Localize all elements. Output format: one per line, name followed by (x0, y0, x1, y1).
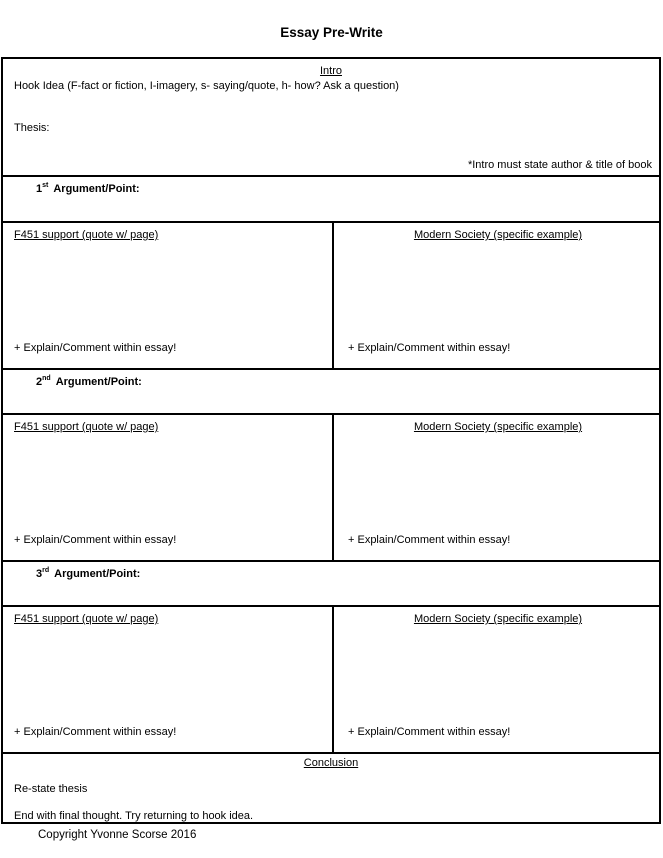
modern-society-heading (348, 228, 648, 242)
argument-2-f451-cell (3, 415, 332, 560)
page-title: Essay Pre-Write (280, 25, 383, 40)
f451-support-heading (14, 420, 321, 434)
copyright-line: Copyright Yvonne Scorse 2016 (38, 829, 197, 841)
argument-2-society-cell (332, 415, 659, 560)
final-thought-line: End with final thought. Try returning to hook idea. (14, 810, 254, 822)
f451-support-heading (14, 228, 321, 242)
f451-support-heading-text: F451 support (quote w/ page) (14, 613, 159, 625)
explain-comment-note: + Explain/Comment within essay! (14, 726, 177, 738)
f451-support-heading-text: F451 support (quote w/ page) (14, 229, 159, 241)
modern-society-heading (348, 420, 648, 434)
conclusion-section (3, 752, 659, 822)
f451-support-heading (14, 612, 321, 626)
intro-heading-text: Intro (319, 65, 342, 77)
intro-heading (14, 64, 648, 78)
conclusion-heading-text: Conclusion (303, 757, 359, 769)
argument-3-support-row (3, 605, 659, 752)
conclusion-heading (14, 756, 648, 770)
argument-3-number: 3 (36, 568, 43, 580)
argument-3-society-cell (332, 607, 659, 752)
argument-1-f451-cell (3, 223, 332, 368)
argument-2-label: Argument/Point: (55, 376, 142, 388)
argument-1-society-cell (332, 223, 659, 368)
explain-comment-note: + Explain/Comment within essay! (348, 342, 511, 354)
hook-idea-line: Hook Idea (F-fact or fiction, I-imagery, s- saying/quote, h- how? Ask a question) (14, 80, 399, 92)
argument-1-header (3, 175, 659, 221)
restate-thesis-line: Re-state thesis (14, 783, 88, 795)
explain-comment-note: + Explain/Comment within essay! (14, 534, 177, 546)
modern-society-heading-text: Modern Society (specific example) (413, 613, 583, 625)
argument-3-header (3, 560, 659, 605)
modern-society-heading-text: Modern Society (specific example) (413, 229, 583, 241)
argument-2-header (3, 368, 659, 413)
argument-1-support-row (3, 221, 659, 368)
thesis-label: Thesis: (14, 122, 50, 134)
intro-section (3, 59, 659, 175)
explain-comment-note: + Explain/Comment within essay! (348, 726, 511, 738)
modern-society-heading (348, 612, 648, 626)
argument-2-support-row (3, 413, 659, 560)
explain-comment-note: + Explain/Comment within essay! (348, 534, 511, 546)
argument-2-number: 2 (36, 376, 43, 388)
f451-support-heading-text: F451 support (quote w/ page) (14, 421, 159, 433)
argument-3-label: Argument/Point: (54, 568, 141, 580)
modern-society-heading-text: Modern Society (specific example) (413, 421, 583, 433)
explain-comment-note: + Explain/Comment within essay! (14, 342, 177, 354)
argument-1-number: 1 (36, 183, 43, 195)
argument-3-f451-cell (3, 607, 332, 752)
prewrite-table (1, 57, 661, 824)
argument-2-ordinal-suffix: nd (42, 375, 51, 383)
intro-note: *Intro must state author & title of book (467, 159, 652, 171)
argument-3-ordinal-suffix: rd (42, 567, 50, 575)
argument-1-ordinal-suffix: st (42, 182, 49, 190)
argument-1-label: Argument/Point: (53, 183, 140, 195)
